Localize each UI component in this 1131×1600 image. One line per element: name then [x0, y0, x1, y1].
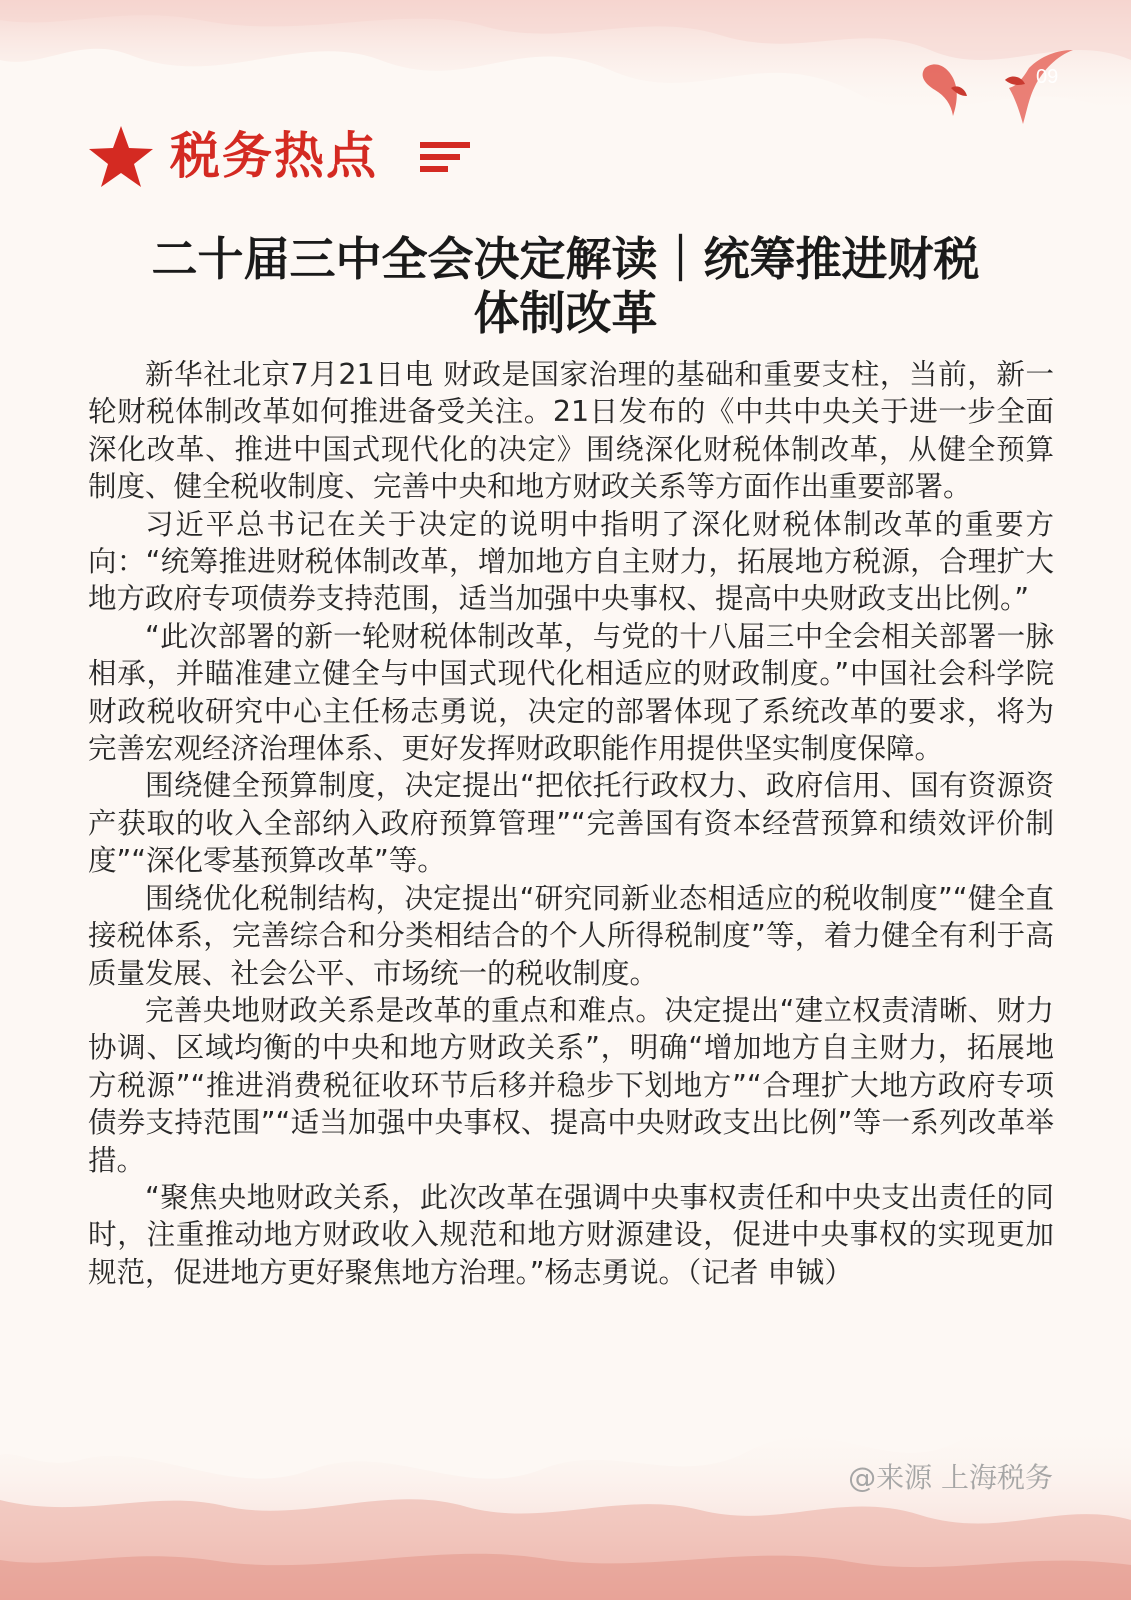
article-paragraph: “聚焦央地财政关系，此次改革在强调中央事权责任和中央支出责任的同时，注重推动地方财政收入规范和地方财源建设，促进中央事权的实现更加规范，促进地方更好聚焦地方治理。”杨志勇说。（记者 申铖） — [88, 1180, 1054, 1289]
article-paragraph: 围绕健全预算制度，决定提出“把依托行政权力、政府信用、国有资源资产获取的收入全部纳入政府预算管理”“完善国有资本经营预算和绩效评价制度”“深化零基预算改革”等。 — [88, 769, 1054, 878]
decorative-lines-icon — [418, 140, 470, 174]
star-icon — [88, 124, 154, 188]
article-paragraph: 习近平总书记在关于决定的说明中指明了深化财税体制改革的重要方向：“统筹推进财税体制改革，增加地方自主财力，拓展地方税源，合理扩大地方政府专项债券支持范围，适当加强中央事权、提高中央财政支出比例。” — [88, 507, 1054, 616]
article-body — [88, 356, 1054, 1291]
article-paragraph: 新华社北京7月21日电 财政是国家治理的基础和重要支柱，当前，新一轮财税体制改革如何推进备受关注。21日发布的《中共中央关于进一步全面深化改革、推进中国式现代化的决定》围绕深化财税体制改革，从健全预算制度、健全税收制度、完善中央和地方财政关系等方面作出重要部署。 — [88, 358, 1054, 504]
headline-line-1: 二十届三中全会决定解读｜统筹推进财税 — [151, 232, 980, 286]
source-credit: @来源 上海税务 — [848, 1461, 1053, 1494]
page-number: 09 — [1036, 66, 1059, 88]
section-title: 税务热点 — [170, 127, 378, 185]
article-headline — [60, 232, 1071, 340]
headline-line-2: 体制改革 — [473, 286, 658, 340]
article-paragraph: 完善央地财政关系是改革的重点和难点。决定提出“建立权责清晰、财力协调、区域均衡的中央和地方财政关系”，明确“增加地方自主财力，拓展地方税源”“推进消费税征收环节后移并稳步下划地方”“合理扩大地方政府专项债券支持范围”“适当加强中央事权、提高中央财政支出比例”等一系列改革举措。 — [88, 993, 1054, 1177]
article-paragraph: 围绕优化税制结构，决定提出“研究同新业态相适应的税收制度”“健全直接税体系，完善综合和分类相结合的个人所得税制度”等，着力健全有利于高质量发展、社会公平、市场统一的税收制度。 — [88, 881, 1054, 990]
article-paragraph: “此次部署的新一轮财税体制改革，与党的十八届三中全会相关部署一脉相承，并瞄准建立健全与中国式现代化相适应的财政制度。”中国社会科学院财政税收研究中心主任杨志勇说，决定的部署体现了系统改革的要求，将为完善宏观经济治理体系、更好发挥财政职能作用提供坚实制度保障。 — [88, 619, 1054, 766]
